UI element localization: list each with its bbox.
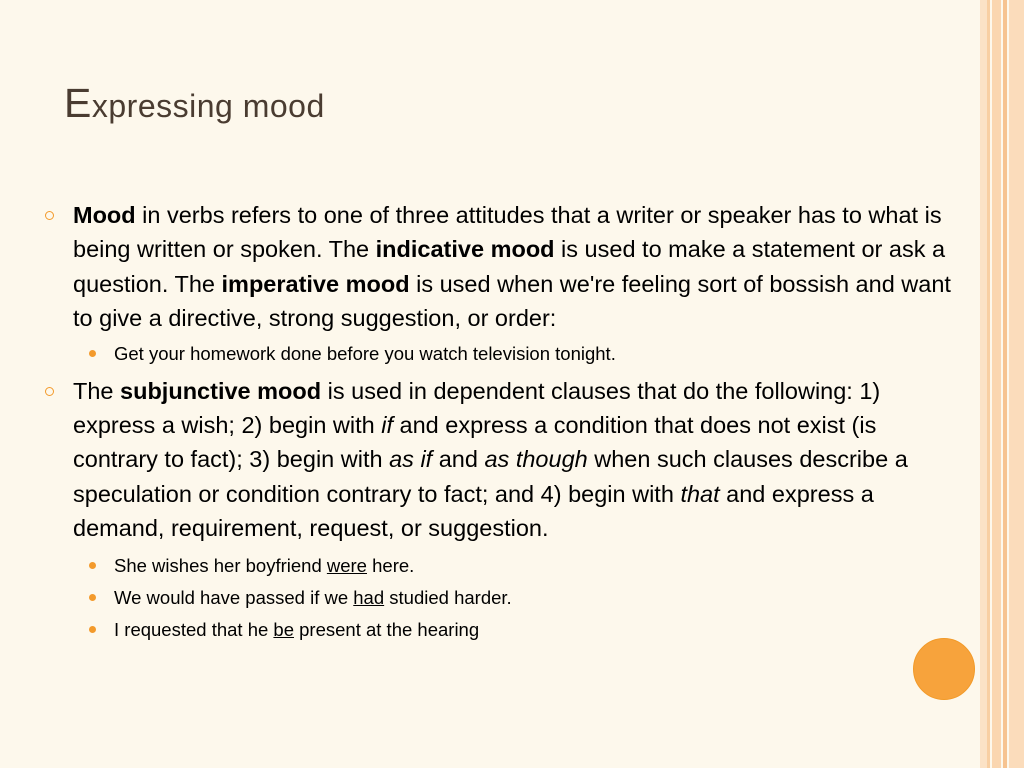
- bullet-subjunctive-mood: [44, 374, 959, 546]
- text-span: here.: [366, 554, 415, 576]
- underlined-word: had: [353, 586, 385, 608]
- text-span: and express a condition that does not exist (is contrary to fact); 3) begin with: [73, 412, 877, 473]
- text-span: is used in dependent clauses that do the following: 1) express a wish; 2) begin with: [73, 377, 881, 439]
- italic-as-though: as though: [484, 446, 588, 473]
- text-span: in verbs refers to one of three attitudes that a writer or speaker has to what is being written or spoken. The: [73, 202, 942, 263]
- slide-title: [64, 80, 325, 127]
- text-span: and: [432, 446, 485, 473]
- underlined-word: be: [273, 618, 294, 640]
- text-span: We would have passed if we: [114, 586, 354, 608]
- italic-as-if: as if: [389, 446, 433, 473]
- text-span: I requested that he: [114, 618, 274, 640]
- filled-dot-bullet-icon: [89, 562, 96, 569]
- text-span: She wishes her boyfriend: [114, 554, 327, 576]
- term-indicative-mood: indicative mood: [375, 236, 555, 263]
- text-span: The: [73, 377, 121, 404]
- filled-dot-bullet-icon: [89, 594, 96, 601]
- decorative-orange-circle: [913, 638, 975, 700]
- text-span: and express a demand, requirement, request, or suggestion.: [73, 480, 874, 542]
- term-subjunctive-mood: subjunctive mood: [120, 377, 322, 404]
- sub-bullet-example: [44, 342, 959, 366]
- title-rest: xpressing mood: [91, 88, 325, 124]
- decorative-side-stripes: [980, 0, 1024, 768]
- term-mood: Mood: [73, 202, 136, 228]
- sub-bullet-example: [44, 586, 959, 610]
- underlined-word: were: [326, 554, 367, 576]
- term-imperative-mood: imperative mood: [221, 270, 410, 297]
- text-span: is used when we're feeling sort of bossish and want to give a directive, strong suggestion, or order:: [73, 270, 951, 332]
- italic-that: that: [680, 480, 720, 507]
- slide-body: [44, 198, 959, 650]
- hollow-circle-bullet-icon: [45, 387, 54, 396]
- sub-bullet-example: [44, 554, 959, 578]
- italic-if: if: [381, 412, 394, 439]
- sub-bullet-example: [44, 618, 959, 642]
- bullet-mood-definition: [44, 198, 959, 336]
- example-text: Get your homework done before you watch television tonight.: [114, 342, 616, 364]
- text-span: when such clauses describe a speculation or condition contrary to fact; and 4) begin with: [73, 446, 908, 507]
- filled-dot-bullet-icon: [89, 626, 96, 633]
- filled-dot-bullet-icon: [89, 350, 96, 357]
- text-span: studied harder.: [384, 586, 512, 608]
- title-first-letter: E: [64, 80, 92, 126]
- text-span: present at the hearing: [294, 618, 480, 640]
- text-span: is used to make a statement or ask a question. The: [73, 236, 946, 297]
- hollow-circle-bullet-icon: [45, 211, 54, 220]
